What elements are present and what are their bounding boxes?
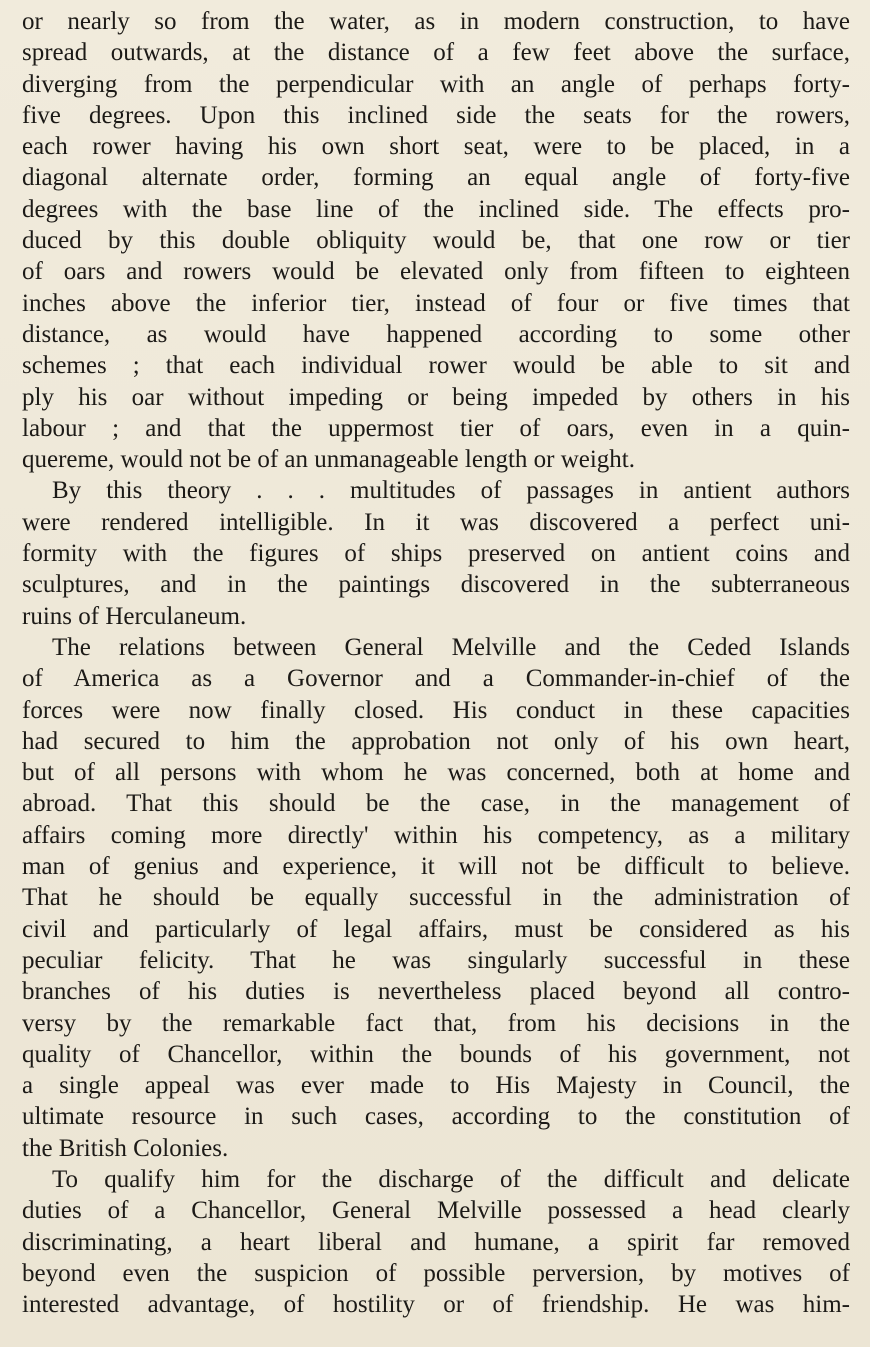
text-line: duties of a Chancellor, General Melville possessed a head clearly [22, 1197, 850, 1225]
text-line: abroad. That this should be the case, in the management of [22, 790, 850, 818]
text-line: distance, as would have happened according to some other [22, 320, 850, 348]
text-line: branches of his duties is nevertheless placed beyond all contro- [22, 978, 850, 1006]
text-line: or nearly so from the water, as in modern construction, to have [22, 8, 850, 35]
paragraph-start-line: By this theory . . . multitudes of passages in antient authors [52, 477, 850, 505]
page-text [22, 6, 850, 1320]
text-line: schemes ; that each individual rower would be able to sit and [22, 352, 850, 380]
text-line: ruins of Herculaneum. [22, 602, 247, 630]
text-line: interested advantage, of hostility or of friendship. He was him- [22, 1291, 850, 1319]
text-line: formity with the figures of ships preserved on antient coins and [22, 540, 850, 568]
text-line: ply his oar without impeding or being impeded by others in his [22, 383, 850, 411]
text-line: labour ; and that the uppermost tier of oars, even in a quin- [22, 414, 850, 442]
text-line: That he should be equally successful in the administration of [22, 884, 850, 912]
text-line: peculiar felicity. That he was singularly successful in these [22, 946, 850, 974]
text-line: man of genius and experience, it will not be difficult to believe. [22, 853, 850, 881]
text-line: of America as a Governor and a Commander-in-chief of the [22, 665, 850, 693]
text-line: quality of Chancellor, within the bounds of his government, not [22, 1040, 850, 1068]
text-line: forces were now finally closed. His conduct in these capacities [22, 696, 850, 724]
text-line: the British Colonies. [22, 1134, 229, 1162]
text-line: had secured to him the approbation not only of his own heart, [22, 727, 850, 755]
text-line: affairs coming more directly' within his competency, as a military [22, 821, 850, 849]
text-line: of oars and rowers would be elevated only from fifteen to eighteen [22, 258, 850, 286]
text-line: duced by this double obliquity would be, that one row or tier [22, 227, 850, 255]
text-line: ultimate resource in such cases, according to the constitution of [22, 1103, 850, 1131]
text-line: beyond even the suspicion of possible perversion, by motives of [22, 1259, 850, 1287]
text-line: degrees with the base line of the inclined side. The effects pro- [22, 195, 850, 223]
text-line: were rendered intelligible. In it was discovered a perfect uni- [22, 508, 850, 536]
text-line: civil and particularly of legal affairs, must be considered as his [22, 915, 850, 943]
text-line: diagonal alternate order, forming an equal angle of forty-five [22, 164, 850, 192]
paragraph-start-line: To qualify him for the discharge of the difficult and delicate [52, 1165, 850, 1193]
text-line: a single appeal was ever made to His Majesty in Council, the [22, 1072, 850, 1100]
text-line: five degrees. Upon this inclined side the seats for the rowers, [22, 101, 850, 129]
text-line: diverging from the perpendicular with an angle of perhaps forty- [22, 70, 850, 98]
text-line: but of all persons with whom he was concerned, both at home and [22, 759, 850, 787]
text-line: sculptures, and in the paintings discovered in the subterraneous [22, 571, 850, 599]
text-line: versy by the remarkable fact that, from his decisions in the [22, 1009, 850, 1037]
text-line: discriminating, a heart liberal and humane, a spirit far removed [22, 1228, 850, 1256]
text-line: inches above the inferior tier, instead of four or five times that [22, 289, 850, 317]
paragraph-start-line: The relations between General Melville and the Ceded Islands [52, 633, 850, 661]
text-line: quereme, would not be of an unmanageable length or weight. [22, 446, 636, 474]
text-line: spread outwards, at the distance of a few feet above the surface, [22, 39, 850, 67]
text-line: each rower having his own short seat, were to be placed, in a [22, 133, 850, 161]
